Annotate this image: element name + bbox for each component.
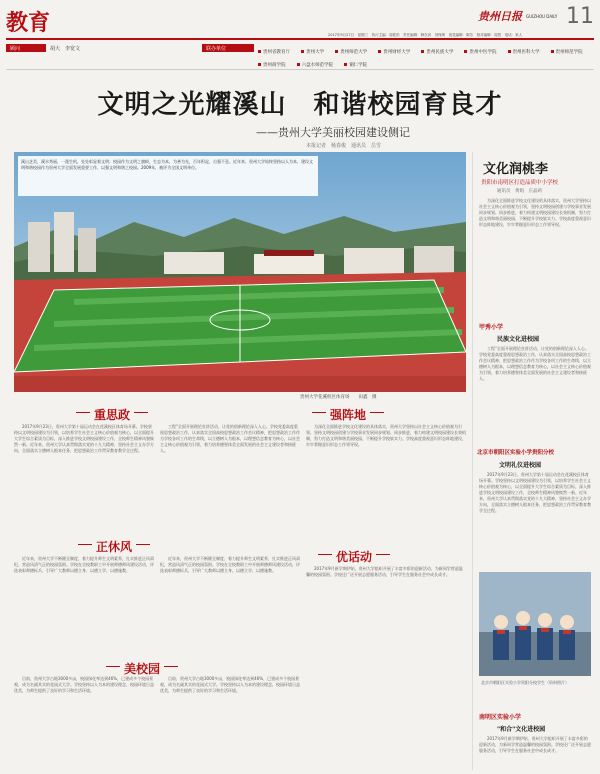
sidebar-photo [479,572,591,676]
sidebar-text-3 [479,736,591,768]
section-head-sizheng: 重思政 [94,408,131,422]
sidebar-school-1: 甲秀小学 [479,324,504,331]
photo-intro-text: 溪山芝美，溪水秀丽，一派生机，处处彰显着文明；校园作为文明之旗帜，生态为本，为善为先，百年积淀，自强不息。近年来，贵州大学始终坚持以人为本，建设文明和谐校园作为贵州大学全面发展重要工作，以强文明和谐之校园。2009年，被评为全国文明单位。 [18,156,318,196]
info-bar [6,44,594,70]
unit-item: 六盘水师范学院 [297,62,334,70]
unit-item: 贵州大学 [301,49,324,57]
consultant-names: 胡大 李宽文 [50,46,81,52]
sidebar-text-1 [479,346,591,436]
article-column-5 [160,556,300,652]
article-column-8 [160,676,300,768]
sidebar-school-3: 南明区实验小学 [479,714,522,721]
students-illustration [479,572,591,676]
unit-item: 贵州师范大学 [335,49,367,57]
unit-item: 贵州商学院 [258,62,286,70]
consultant-label: 顾问 [10,45,21,52]
section-head-huodong: 优话动 [336,550,373,564]
column-paragraph: 2017年9月23日，贵州大学第十届运动会在花溪校区体育场开幕。学校坚持以文明校园建设为引领，以培养学生社会主义核心价值观为核心，以全面提升大学生综合素质为目标，深入推进学校文明校园建设工作，全校师生精神风貌焕然一新。近年来，贵州大学认真贯彻落实党的十九大精神，坚持社会主义办学方向，全面落实立德树人根本任务，把思想政治工作贯穿教育教学全过程。 [14,424,154,453]
logo-cn: 贵州日报 [478,10,522,23]
units-label: 联办单位 [206,45,227,52]
newspaper-logo [478,8,557,24]
sidebar-byline: 通讯员 黄娟 庄晶莉 [497,189,542,194]
unit-item: 贵州财经大学 [378,49,410,57]
units-list [258,44,594,70]
unit-item: 贵州师范学院 [551,49,583,57]
sidebar-paragraph: 工程"全面开展理论宣讲活动，让党的创新理论深入人心。学校党委高度重视思想政治工作，认真落实全国高校思想政治工作会议精神，把思想政治工作作为学校各项工作的生命线，以立德树人为根本，以理想信念教育为核心，以社会主义核心价值观为引领，着力培养德智体美全面发展的社会主义建设者和接班人。 [479,346,591,381]
article-column-6 [306,566,466,766]
article-column-1 [14,424,154,536]
stadium-photo [14,152,466,392]
headline-block [6,80,594,150]
page-header [0,0,600,40]
photo-caption: 贵州大学花溪校区体育场 田鑫 摄 [300,395,377,400]
column-paragraph: 工程"全面开展理论宣讲活动，让党的创新理论深入人心。学校党委高度重视思想政治工作，认真落实全国高校思想政治工作会议精神，把思想政治工作作为学校各项工作的生命线，以立德树人为根本，以理想信念教育为核心，以社会主义核心价值观为引领，着力培养德智体美全面发展的社会主义建设者和接班人。 [160,424,300,453]
unit-item: 铜仁学院 [344,62,367,70]
units-tag [202,44,254,52]
sidebar-school-1-title: 民族文化进校园 [497,336,540,343]
article-column-7 [14,676,154,768]
headline-subtitle: ——贵州大学美丽校园建设侧记 [256,126,410,139]
headline-title: 文明之光耀溪山 和谐校园育良才 [97,90,503,120]
column-paragraph: 近年来，贵州大学不断健全制度，着力提升师生文明素养，扎实推进正风肃纪，营造风清气正的校园氛围。学校在全校教职工中开展师德师风建设活动，评选表彰师德标兵，引导广大教师以德立身、以德立学、以德施教。 [160,556,300,573]
sidebar-intro [479,198,591,268]
sidebar-paragraph: 2017年9月23日，贵州大学第十届运动会在花溪校区体育场开幕。学校坚持以文明校园建设为引领，以培养学生社会主义核心价值观为核心，以全面提升大学生综合素质为目标，深入推进学校文明校园建设工作，全校师生精神风貌焕然一新。近年来，贵州大学认真贯彻落实党的十九大精神，坚持社会主义办学方向，全面落实立德树人根本任务，把思想政治工作贯穿教育教学全过程。 [479,472,591,513]
sidebar-subtitle: 贵阳市南明区打造品质中小学校 [481,180,559,186]
column-paragraph: 近年来，贵州大学不断健全制度，着力提升师生文明素养，扎实推进正风肃纪，营造风清气正的校园氛围。学校在全校教职工中开展师德师风建设活动，评选表彰师德标兵，引导广大教师以德立身、以德立学、以德施教。 [14,556,154,573]
sidebar-school-2: 北京市朝阳区实验小学贵阳分校 [477,450,555,456]
consultant-tag [6,44,46,52]
section-head-zhendi: 强阵地 [330,408,367,422]
unit-item: 贵州中医学院 [464,49,496,57]
info-rule [6,69,594,70]
article-column-3 [306,424,466,536]
column-paragraph: 2017年9月新学期伊始，贵州大学组织开展了丰富多彩的迎新活动，为新同学营造温馨的校园氛围。学校还广泛开展志愿服务活动，引导学生在服务社会中成长成才。 [306,566,463,577]
unit-item: 贵州医科大学 [508,49,540,57]
column-paragraph: 为深化全面推进学校文化建设的具体落实，贵州大学坚持以社会主义核心价值观为引领，坚持文明校园创建与学校事业发展同步规划、同步推进，着力构建文明校园建设长效机制，努力打造文明和谐美丽校园，不断提升学校软实力。学校高度重视意识形态阵地建设，牢牢掌握意识形态工作领导权。 [306,424,466,447]
article-column-2 [160,424,300,536]
section-title: 教育 [6,10,51,36]
sidebar [472,152,595,770]
section-head-zhengfeng: 正休风 [96,540,133,554]
headline-byline: 本报记者 杨春俊 通讯员 岳雪 [306,143,382,149]
section-head-xiaoyuan: 美校园 [124,662,161,676]
masthead-meta: 2017年9月27日 星期三 执行主编：周乾松 责任编辑：韩在河 刘保琦 视觉编辑：陈芳 校对编辑：周智 电话：家人 [328,33,523,37]
sidebar-text-2 [479,472,591,568]
logo-en: GUIZHOU DAILY [526,13,558,19]
column-paragraph: 目前，贵州大学占地3000多亩，校园绿化率达到46%，已建成多个校园景观，成为名副其实的花园式大学。学校坚持以人为本的建设理念，校园环境日益优美，为师生提供了良好的学习和生活环境。 [160,676,300,693]
page-number: 11 [566,4,594,29]
sidebar-paragraph: 2017年9月新学期伊始，贵州大学组织开展了丰富多彩的迎新活动，为新同学营造温馨的校园氛围。学校还广泛开展志愿服务活动，引导学生在服务社会中成长成才。 [479,736,591,753]
unit-item: 贵州民族大学 [421,49,453,57]
sidebar-paragraph: 为深化全面推进学校文化建设的具体落实，贵州大学坚持以社会主义核心价值观为引领，坚持文明校园创建与学校事业发展同步规划、同步推进，着力构建文明校园建设长效机制，努力打造文明和谐美丽校园，不断提升学校软实力。学校高度重视意识形态阵地建设，牢牢掌握意识形态工作领导权。 [479,198,591,227]
sidebar-school-2-title: 文明礼仪进校园 [499,462,542,469]
sidebar-title: 文化润桃李 [483,162,549,177]
sidebar-photo-caption: 北京市朝阳区实验小学贵阳分校学生（资料图片） [481,680,569,685]
column-paragraph: 目前，贵州大学占地3000多亩，校园绿化率达到46%，已建成多个校园景观，成为名副其实的花园式大学。学校坚持以人为本的建设理念，校园环境日益优美，为师生提供了良好的学习和生活环境。 [14,676,154,693]
sidebar-school-3-title: "和合"文化进校园 [497,726,546,733]
article-column-4 [14,556,154,626]
unit-item: 贵州省教育厅 [258,49,290,57]
